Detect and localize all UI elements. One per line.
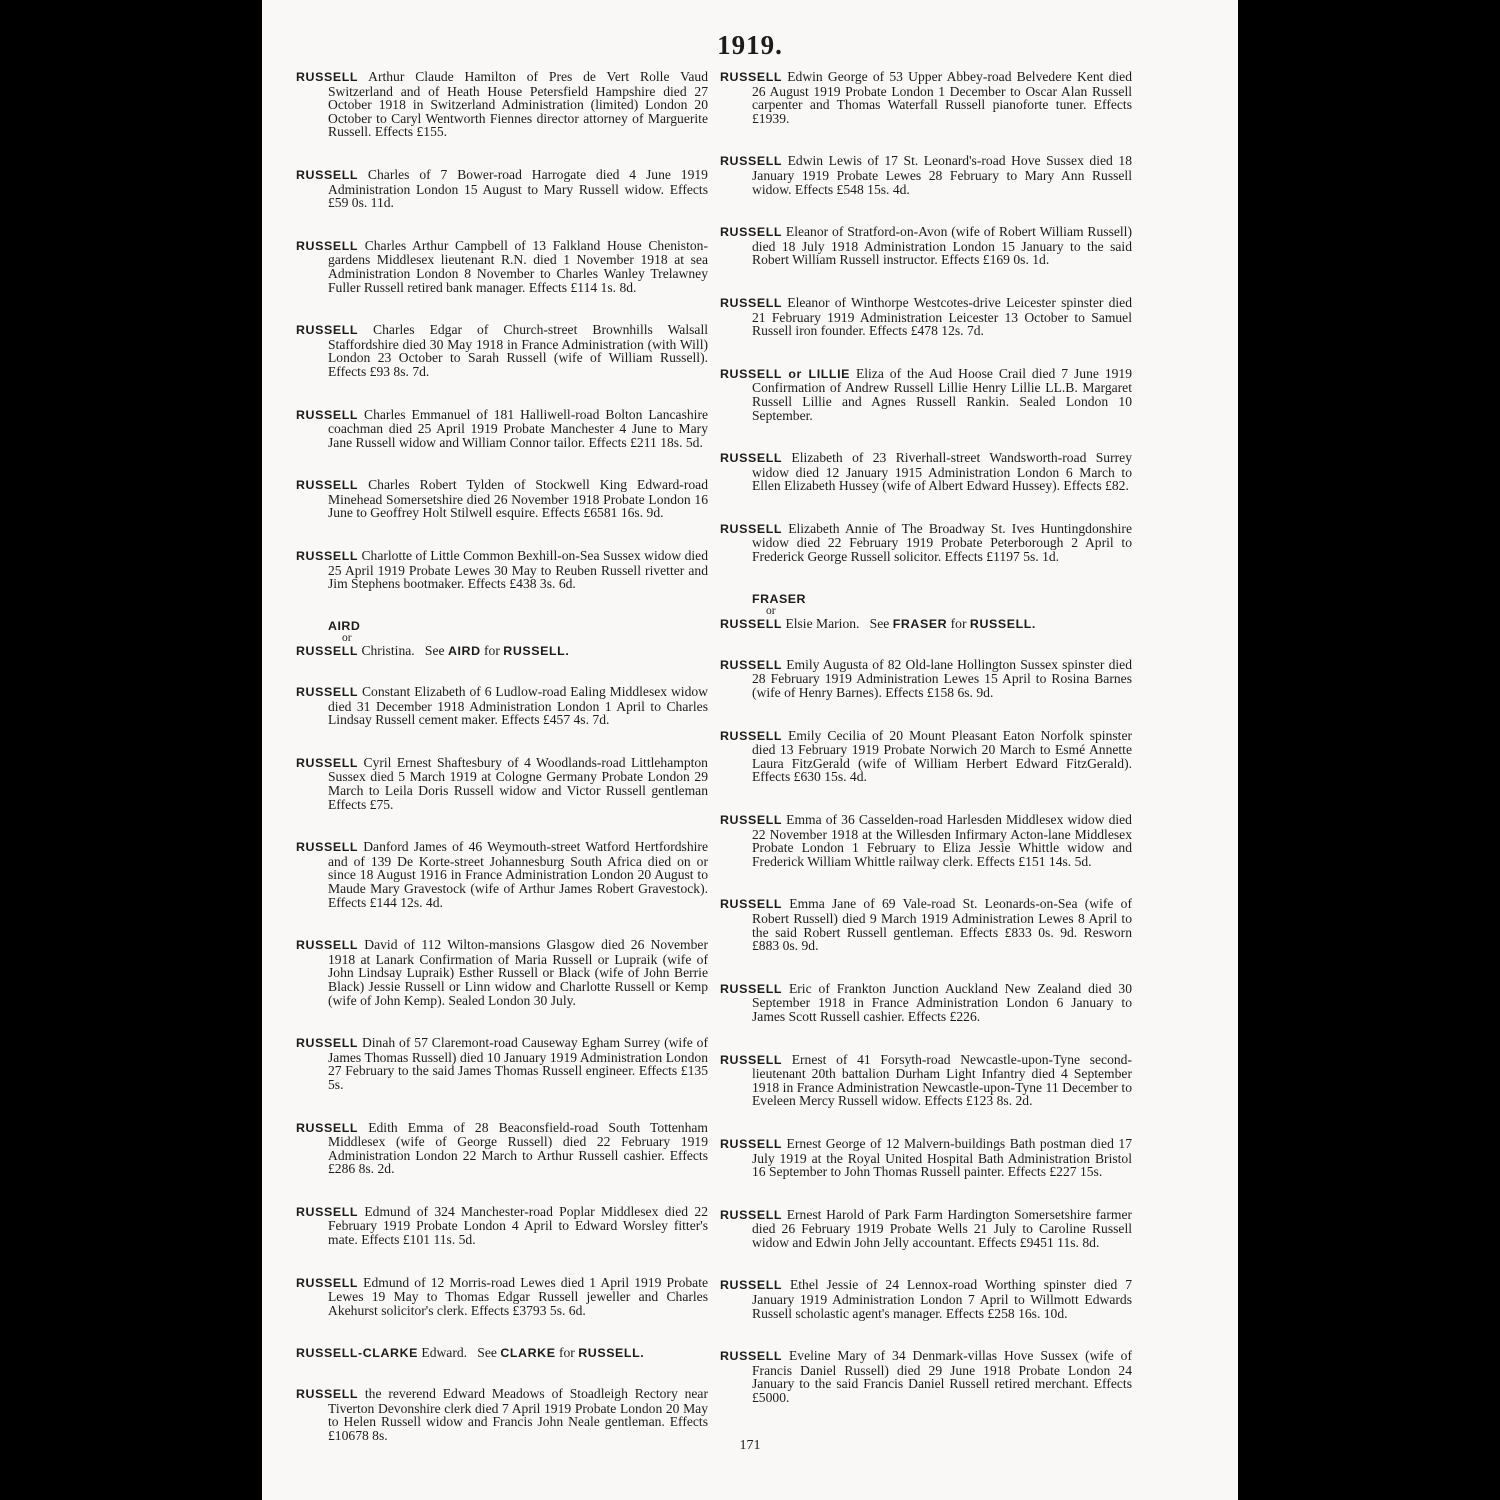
probate-entry xyxy=(720,154,1132,196)
entry-text: Emma of 36 Casselden-road Harlesden Middlesex widow died 22 November 1918 at the Willesden Infirmary Acton-lane Middlesex Probate London 1 February to Eliza Jessie Whittle widow and Frederick William Whittle railway clerk. Effects £151 14s. 5d. xyxy=(752,812,1132,869)
entry-surname: RUSSELL or LILLIE xyxy=(720,366,850,381)
entry-text: Ernest Harold of Park Farm Hardington Somersetshire farmer died 26 February 1919 Probate Wells 21 July to Caroline Russell widow and Edwin John Jelly accountant. Effects £9451 11s. 8d. xyxy=(752,1206,1132,1250)
probate-entry xyxy=(296,840,708,909)
probate-entry xyxy=(720,1349,1132,1404)
scan-right-border xyxy=(1238,0,1500,1500)
probate-entry xyxy=(296,323,708,378)
entry-surname: RUSSELL xyxy=(296,167,359,182)
entry-text: Charles Arthur Campbell of 13 Falkland House Cheniston-gardens Middlesex lieutenant R.N. died 1 November 1918 at sea Administration London 8 November to Charles Wanley Trelawney Fuller Russell retired bank manager. Effects £114 1s. 8d. xyxy=(328,237,708,295)
entry-text: Ernest of 41 Forsyth-road Newcastle-upon-Tyne second-lieutenant 20th battalion Durham Light Infantry died 4 September 1918 in France Administration Newcastle-upon-Tyne 11 December to Eveleen Mercy Russell widow. Effects £123 8s. 2d. xyxy=(752,1051,1132,1109)
entry-surname: RUSSELL xyxy=(720,154,783,169)
probate-entry xyxy=(720,813,1132,868)
entry-surname: RUSSELL xyxy=(296,840,359,855)
entry-surname: RUSSELL xyxy=(296,1275,359,1290)
cross-reference-entry xyxy=(720,593,1132,632)
probate-entry xyxy=(720,1137,1132,1179)
left-column xyxy=(296,70,708,1471)
probate-entry xyxy=(296,478,708,520)
entry-surname: RUSSELL xyxy=(720,813,783,827)
probate-entry xyxy=(720,367,1132,422)
xref-or: or xyxy=(766,605,776,618)
probate-entry xyxy=(720,897,1132,952)
entry-text: Ernest George of 12 Malvern-buildings Bath postman died 17 July 1919 at the Royal United Hospital Bath Administration Bristol 16 September to John Thomas Russell painter. Effects £227 15s. xyxy=(752,1135,1132,1180)
probate-entry xyxy=(720,70,1132,125)
probate-entry xyxy=(720,658,1132,700)
probate-entry xyxy=(296,685,708,727)
xref-for-surname: RUSSELL. xyxy=(503,644,570,659)
entry-text: Charlotte of Little Common Bexhill-on-Sea Sussex widow died 25 April 1919 Probate Lewes 30 May to Reuben Russell rivetter and Jim Stephens bootmaker. Effects £438 3s. 6d. xyxy=(328,548,708,592)
xref-target-surname: CLARKE xyxy=(500,1346,556,1361)
entry-text: Elizabeth Annie of The Broadway St. Ives Huntingdonshire widow died 22 February 1919 Probate Peterborough 2 April to Frederick George Russell solicitor. Effects £1197 5s. 1d. xyxy=(752,520,1132,565)
xref-see: See xyxy=(424,643,445,659)
probate-entry xyxy=(720,522,1132,564)
xref-for-surname: RUSSELL. xyxy=(578,1346,645,1361)
xref-name: Christina. xyxy=(361,643,415,659)
entry-text: Elizabeth of 23 Riverhall-street Wandsworth-road Surrey widow died 12 January 1915 Administration London 6 March to Ellen Elizabeth Hussey (wife of Albert Edward Hussey). Effects £82. xyxy=(752,450,1132,494)
entry-text: Eliza of the Aud Hoose Crail died 7 June 1919 Confirmation of Andrew Russell Lillie Henry Lillie LL.B. Margaret Russell Lillie and Agnes Russell Rankin. Sealed London 10 September. xyxy=(752,365,1133,423)
xref-surname: RUSSELL-CLARKE xyxy=(296,1346,418,1361)
entry-text: Danford James of 46 Weymouth-street Watford Hertfordshire and of 139 De Korte-street Johannesburg South Africa died on or since 18 August 1916 in France Administration London 20 August to Maude Mary Gravestock (wife of Arthur James Robert Gravestock). Effects £144 12s. 4d. xyxy=(328,839,708,910)
entry-surname: RUSSELL xyxy=(296,755,359,770)
xref-target-surname: AIRD xyxy=(447,644,481,659)
probate-entry xyxy=(296,1387,708,1442)
entry-surname: RUSSELL xyxy=(720,225,783,240)
entry-surname: RUSSELL xyxy=(720,1349,783,1364)
entry-text: Edmund of 324 Manchester-road Poplar Middlesex died 22 February 1919 Probate London 4 April to Edward Worsley fitter's mate. Effects £101 11s. 5d. xyxy=(328,1203,708,1248)
entry-text: Charles Emmanuel of 181 Halliwell-road Bolton Lancashire coachman died 25 April 1919 Probate Manchester 4 June to Mary Jane Russell widow and William Connor tailor. Effects £211 18s. 5d. xyxy=(328,406,709,450)
entry-surname: RUSSELL xyxy=(720,1207,783,1222)
entry-surname: RUSSELL xyxy=(720,295,783,310)
entry-surname: RUSSELL xyxy=(720,728,783,743)
probate-entry xyxy=(720,225,1132,267)
entry-surname: RUSSELL xyxy=(720,1136,783,1151)
xref-or: or xyxy=(342,632,352,645)
xref-surname: RUSSELL xyxy=(720,617,783,632)
probate-entry xyxy=(720,451,1132,493)
entry-surname: RUSSELL xyxy=(720,521,783,536)
xref-see: See xyxy=(869,616,890,632)
cross-reference-entry xyxy=(296,1346,708,1361)
entry-surname: RUSSELL xyxy=(296,1387,359,1402)
entry-text: Emily Cecilia of 20 Mount Pleasant Eaton Norfolk spinster died 13 February 1919 Probate Norwich 20 March to Esmé Annette Laura FitzGerald (wife of William Herbert Edward FitzGerald). Effects £630 15s. 4d. xyxy=(752,727,1133,785)
probate-entry xyxy=(296,239,708,294)
probate-entry xyxy=(296,549,708,591)
probate-entry xyxy=(296,70,708,139)
xref-alias-surname: AIRD xyxy=(328,618,361,633)
entry-text: Eveline Mary of 34 Denmark-villas Hove Sussex (wife of Francis Daniel Russell) died 29 June 1918 Probate London 24 January to the said Francis Daniel Russell retired merchant. Effects £5000. xyxy=(752,1348,1133,1406)
entry-surname: RUSSELL xyxy=(720,657,783,672)
entry-text: Constant Elizabeth of 6 Ludlow-road Ealing Middlesex widow died 31 December 1918 Administration London 1 April to Charles Lindsay Russell cement maker. Effects £457 4s. 7d. xyxy=(328,684,708,728)
entry-text: Charles Robert Tylden of Stockwell King Edward-road Minehead Somersetshire died 26 November 1918 Probate London 16 June to Geoffrey Holt Stilwell esquire. Effects £6581 16s. 9d. xyxy=(328,477,708,521)
entry-text: Edith Emma of 28 Beaconsfield-road South Tottenham Middlesex (wife of George Russell) died 22 February 1919 Administration London 22 March to Arthur Russell cashier. Effects £286 8s. 2d. xyxy=(328,1119,708,1177)
probate-entry xyxy=(720,982,1132,1024)
xref-for: for xyxy=(484,643,500,659)
entry-text: the reverend Edward Meadows of Stoadleigh Rectory near Tiverton Devonshire clerk died 7 April 1919 Probate London 20 May to Helen Russell widow and Francis John Neale gentleman. Effects £10678 8s. xyxy=(328,1386,708,1443)
entry-text: Charles of 7 Bower-road Harrogate died 4 June 1919 Administration London 15 August to Mary Russell widow. Effects £59 0s. 11d. xyxy=(328,166,708,211)
entry-text: Cyril Ernest Shaftesbury of 4 Woodlands-road Littlehampton Sussex died 5 March 1919 at Cologne Germany Probate London 29 March to Leila Doris Russell widow and Victor Russell gentleman Effects £75. xyxy=(328,754,708,812)
entry-surname: RUSSELL xyxy=(296,938,359,953)
xref-for: for xyxy=(950,616,967,632)
entry-surname: RUSSELL xyxy=(720,1278,783,1293)
probate-entry xyxy=(296,1205,708,1247)
xref-name: Edward. xyxy=(421,1345,468,1361)
entry-text: Dinah of 57 Claremont-road Causeway Egham Surrey (wife of James Thomas Russell) died 10 January 1919 Administration London 27 February to the said James Thomas Russell engineer. Effects £135 5s. xyxy=(328,1035,708,1092)
xref-for: for xyxy=(558,1345,575,1361)
entry-text: Charles Edgar of Church-street Brownhills Walsall Staffordshire died 30 May 1918 in France Administration (with Will) London 23 October to Sarah Russell (wife of William Russell). Effects £93 8s. 7d. xyxy=(328,322,708,379)
entry-surname: RUSSELL xyxy=(296,549,359,564)
probate-entry xyxy=(720,1278,1132,1320)
entry-surname: RUSSELL xyxy=(720,451,783,466)
entry-surname: RUSSELL xyxy=(720,1052,783,1067)
probate-entry xyxy=(296,1036,708,1091)
entry-surname: RUSSELL xyxy=(296,70,359,84)
entry-text: Arthur Claude Hamilton of Pres de Vert Rolle Vaud Switzerland and of Heath House Petersfield Hampshire died 27 October 1918 in Switzerland Administration (limited) London 20 October to Caryl Wentworth Fiennes director attorney of Marguerite Russell. Effects £155. xyxy=(328,69,709,140)
scan-left-border xyxy=(0,0,262,1500)
probate-entry xyxy=(296,1276,708,1318)
entry-surname: RUSSELL xyxy=(296,407,359,422)
page-year-heading: 1919. xyxy=(717,30,783,60)
entry-text: Eleanor of Winthorpe Westcotes-drive Leicester spinster died 21 February 1919 Administration Leicester 13 October to Samuel Russell iron founder. Effects £478 12s. 7d. xyxy=(752,294,1133,339)
entry-surname: RUSSELL xyxy=(296,478,359,493)
probate-entry xyxy=(296,938,708,1007)
xref-name: Elsie Marion. xyxy=(785,616,860,632)
right-column xyxy=(720,70,1132,1434)
entry-surname: RUSSELL xyxy=(296,323,359,338)
xref-alias-surname: FRASER xyxy=(752,591,806,606)
probate-entry xyxy=(296,168,708,210)
entry-surname: RUSSELL xyxy=(296,1204,359,1219)
entry-surname: RUSSELL xyxy=(296,1120,359,1135)
entry-text: David of 112 Wilton-mansions Glasgow died 26 November 1918 at Lanark Confirmation of Maria Russell or Lupraik (wife of John Lindsay Lupraik) Esther Russell or Black (wife of John Berrie Black) Jessie Russell or Linn widow and Charlotte Russell or Kemp (wife of John Kemp). Sealed London 30 July. xyxy=(328,937,708,1008)
entry-surname: RUSSELL xyxy=(720,70,783,84)
cross-reference-entry xyxy=(296,620,708,659)
page-number: 171 xyxy=(739,1438,761,1453)
probate-entry xyxy=(296,756,708,811)
entry-surname: RUSSELL xyxy=(296,238,359,253)
calendar-page xyxy=(262,0,1238,1500)
entry-text: Eric of Frankton Junction Auckland New Zealand died 30 September 1918 in France Administration London 6 January to James Scott Russell cashier. Effects £226. xyxy=(752,980,1133,1024)
probate-entry xyxy=(720,1053,1132,1108)
entry-text: Emily Augusta of 82 Old-lane Hollington Sussex spinster died 28 February 1919 Administration Lewes 15 April to Rosina Barnes (wife of Henry Barnes). Effects £158 6s. 9d. xyxy=(752,656,1132,701)
xref-for-surname: RUSSELL. xyxy=(969,617,1036,632)
entry-text: Edwin George of 53 Upper Abbey-road Belvedere Kent died 26 August 1919 Probate London 1 December to Oscar Alan Russell carpenter and Thomas Waterfall Russell pianoforte tuner. Effects £1939. xyxy=(752,69,1132,126)
probate-entry xyxy=(296,1121,708,1176)
probate-entry xyxy=(296,408,708,450)
entry-text: Edwin Lewis of 17 St. Leonard's-road Hove Sussex died 18 January 1919 Probate Lewes 28 February to Mary Ann Russell widow. Effects £548 15s. 4d. xyxy=(752,153,1132,197)
entry-text: Eleanor of Stratford-on-Avon (wife of Robert William Russell) died 18 July 1918 Administration London 15 January to the said Robert William Russell instructor. Effects £169 0s. 1d. xyxy=(752,224,1132,268)
probate-entry xyxy=(720,1208,1132,1250)
xref-see: See xyxy=(477,1345,497,1361)
entry-text: Ethel Jessie of 24 Lennox-road Worthing spinster died 7 January 1919 Administration London 7 April to Willmott Edwards Russell scholastic agent's manager. Effects £258 16s. 10d. xyxy=(752,1277,1133,1321)
entry-text: Emma Jane of 69 Vale-road St. Leonards-on-Sea (wife of Robert Russell) died 9 March 1919 Administration Lewes 8 April to the said Robert Russell gentleman. Effects £833 0s. 9d. Resworn £883 0s. 9d. xyxy=(752,896,1132,954)
xref-target-surname: FRASER xyxy=(892,617,948,632)
entry-surname: RUSSELL xyxy=(720,897,783,912)
xref-surname: RUSSELL xyxy=(296,644,359,659)
entry-text: Edmund of 12 Morris-road Lewes died 1 April 1919 Probate Lewes 19 May to Thomas Edgar Russell jeweller and Charles Akehurst solicitor's clerk. Effects £3793 5s. 6d. xyxy=(328,1274,709,1318)
entry-surname: RUSSELL xyxy=(296,1036,359,1051)
entry-surname: RUSSELL xyxy=(296,685,359,700)
probate-entry xyxy=(720,296,1132,338)
probate-entry xyxy=(720,729,1132,784)
entry-surname: RUSSELL xyxy=(720,981,783,996)
